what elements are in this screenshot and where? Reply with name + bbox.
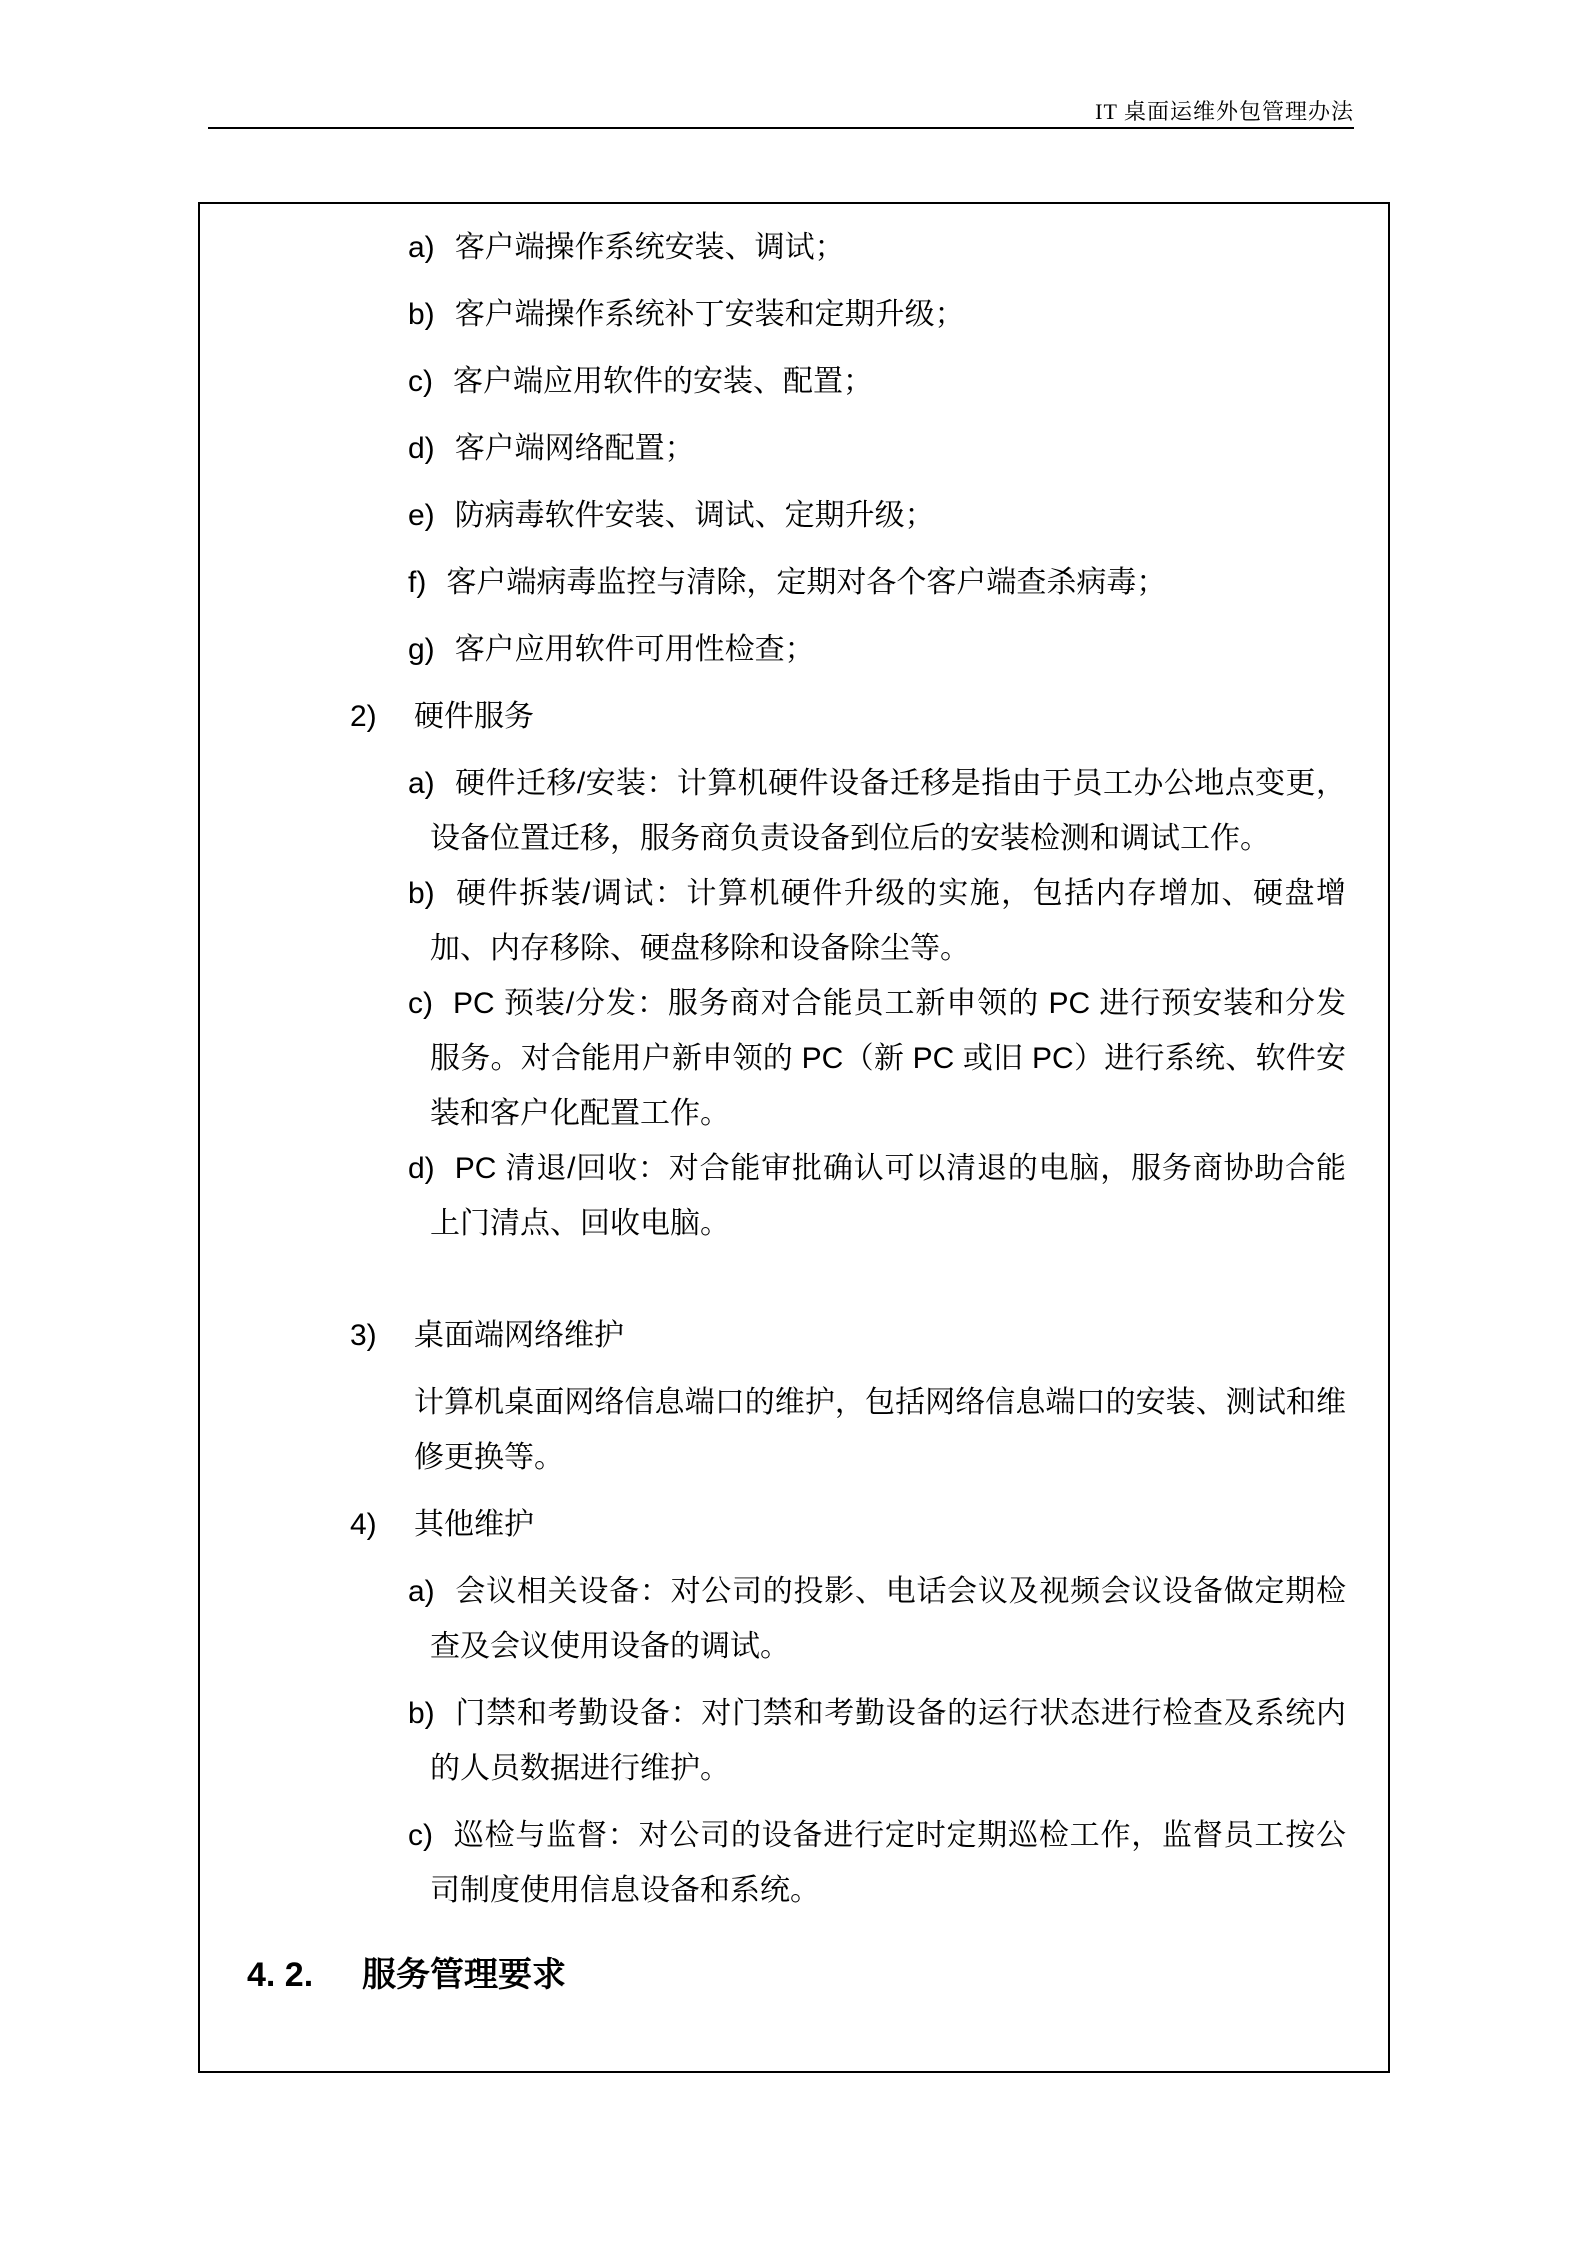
list-item-label: a) [408, 767, 435, 800]
section-2-number: 2) [350, 700, 377, 733]
list-item-label: f) [408, 566, 427, 599]
list-item-label: b) [408, 877, 435, 910]
list-item-label: c) [408, 1819, 433, 1852]
list-item [408, 555, 1346, 610]
list-item-label: a) [408, 231, 435, 264]
section-3-number: 3) [350, 1319, 377, 1352]
section-2-title: 硬件服务 [414, 700, 534, 733]
client-service-list [200, 220, 1346, 677]
list-item-text: 防病毒软件安装、调试、定期升级； [454, 499, 935, 532]
list-item [408, 1141, 1346, 1251]
list-item [408, 866, 1346, 976]
page-header [208, 0, 1354, 129]
list-item-label: a) [408, 1575, 435, 1608]
list-item-text: 巡检与监督：对公司的设备进行定时定期巡检工作，监督员工按公司制度使用信息设备和系统。 [430, 1819, 1346, 1907]
section-3-title: 桌面端网络维护 [414, 1319, 624, 1352]
section-4-title: 其他维护 [414, 1508, 534, 1541]
list-item-text: 客户应用软件可用性检查； [454, 633, 815, 666]
list-item [408, 220, 1346, 275]
list-item-text: 会议相关设备：对公司的投影、电话会议及视频会议设备做定期检查及会议使用设备的调试。 [430, 1575, 1346, 1663]
list-item [408, 354, 1346, 409]
list-item-text: 客户端操作系统补丁安装和定期升级； [454, 298, 965, 331]
list-item-text: 门禁和考勤设备：对门禁和考勤设备的运行状态进行检查及系统内的人员数据进行维护。 [430, 1697, 1346, 1785]
section-4-2-heading [247, 1950, 1346, 2000]
list-item [408, 488, 1346, 543]
list-item [408, 1686, 1346, 1796]
list-item-text: 客户端病毒监控与清除，定期对各个客户端查杀病毒； [446, 566, 1167, 599]
list-item-label: b) [408, 1697, 435, 1730]
section-2-heading [350, 689, 1346, 744]
list-item-text: 客户端网络配置； [454, 432, 695, 465]
section-4-2-title: 服务管理要求 [362, 1956, 566, 1994]
network-maintenance-paragraph: 计算机桌面网络信息端口的维护，包括网络信息端口的安装、测试和维修更换等。 [414, 1386, 1346, 1474]
list-item-text: PC 预装/分发：服务商对合能员工新申领的 PC 进行预安装和分发服务。对合能用户新申领的 PC（新 PC 或旧 PC）进行系统、软件安装和客户化配置工作。 [430, 987, 1346, 1130]
list-item-text: 硬件拆装/调试：计算机硬件升级的实施，包括内存增加、硬盘增加、内存移除、硬盘移除和设备除尘等。 [430, 877, 1346, 965]
section-4-2-number: 4. 2. [247, 1956, 314, 1994]
list-item-text: PC 清退/回收：对合能审批确认可以清退的电脑，服务商协助合能上门清点、回收电脑。 [430, 1152, 1346, 1240]
list-item-text: 硬件迁移/安装：计算机硬件设备迁移是指由于员工办公地点变更，设备位置迁移，服务商负责设备到位后的安装检测和调试工作。 [430, 767, 1346, 855]
list-item [408, 976, 1346, 1141]
list-item-label: b) [408, 298, 435, 331]
list-item-label: c) [408, 365, 433, 398]
hardware-service-list [200, 756, 1346, 1251]
header-title: IT 桌面运维外包管理办法 [1095, 99, 1354, 124]
section-3-heading [350, 1308, 1346, 1363]
list-item-label: d) [408, 1152, 435, 1185]
list-item [408, 1564, 1346, 1674]
content-border-box [198, 202, 1390, 2073]
list-item-label: c) [408, 987, 433, 1020]
list-item [408, 756, 1346, 866]
list-item-label: e) [408, 499, 435, 532]
list-item [408, 1808, 1346, 1918]
list-item [408, 287, 1346, 342]
list-item-text: 客户端操作系统安装、调试； [454, 231, 845, 264]
list-item [408, 622, 1346, 677]
list-item-text: 客户端应用软件的安装、配置； [453, 365, 873, 398]
section-4-number: 4) [350, 1508, 377, 1541]
list-item-label: g) [408, 633, 435, 666]
list-item-label: d) [408, 432, 435, 465]
list-item [408, 421, 1346, 476]
other-maintenance-list [200, 1564, 1346, 1918]
section-4-heading [350, 1497, 1346, 1552]
